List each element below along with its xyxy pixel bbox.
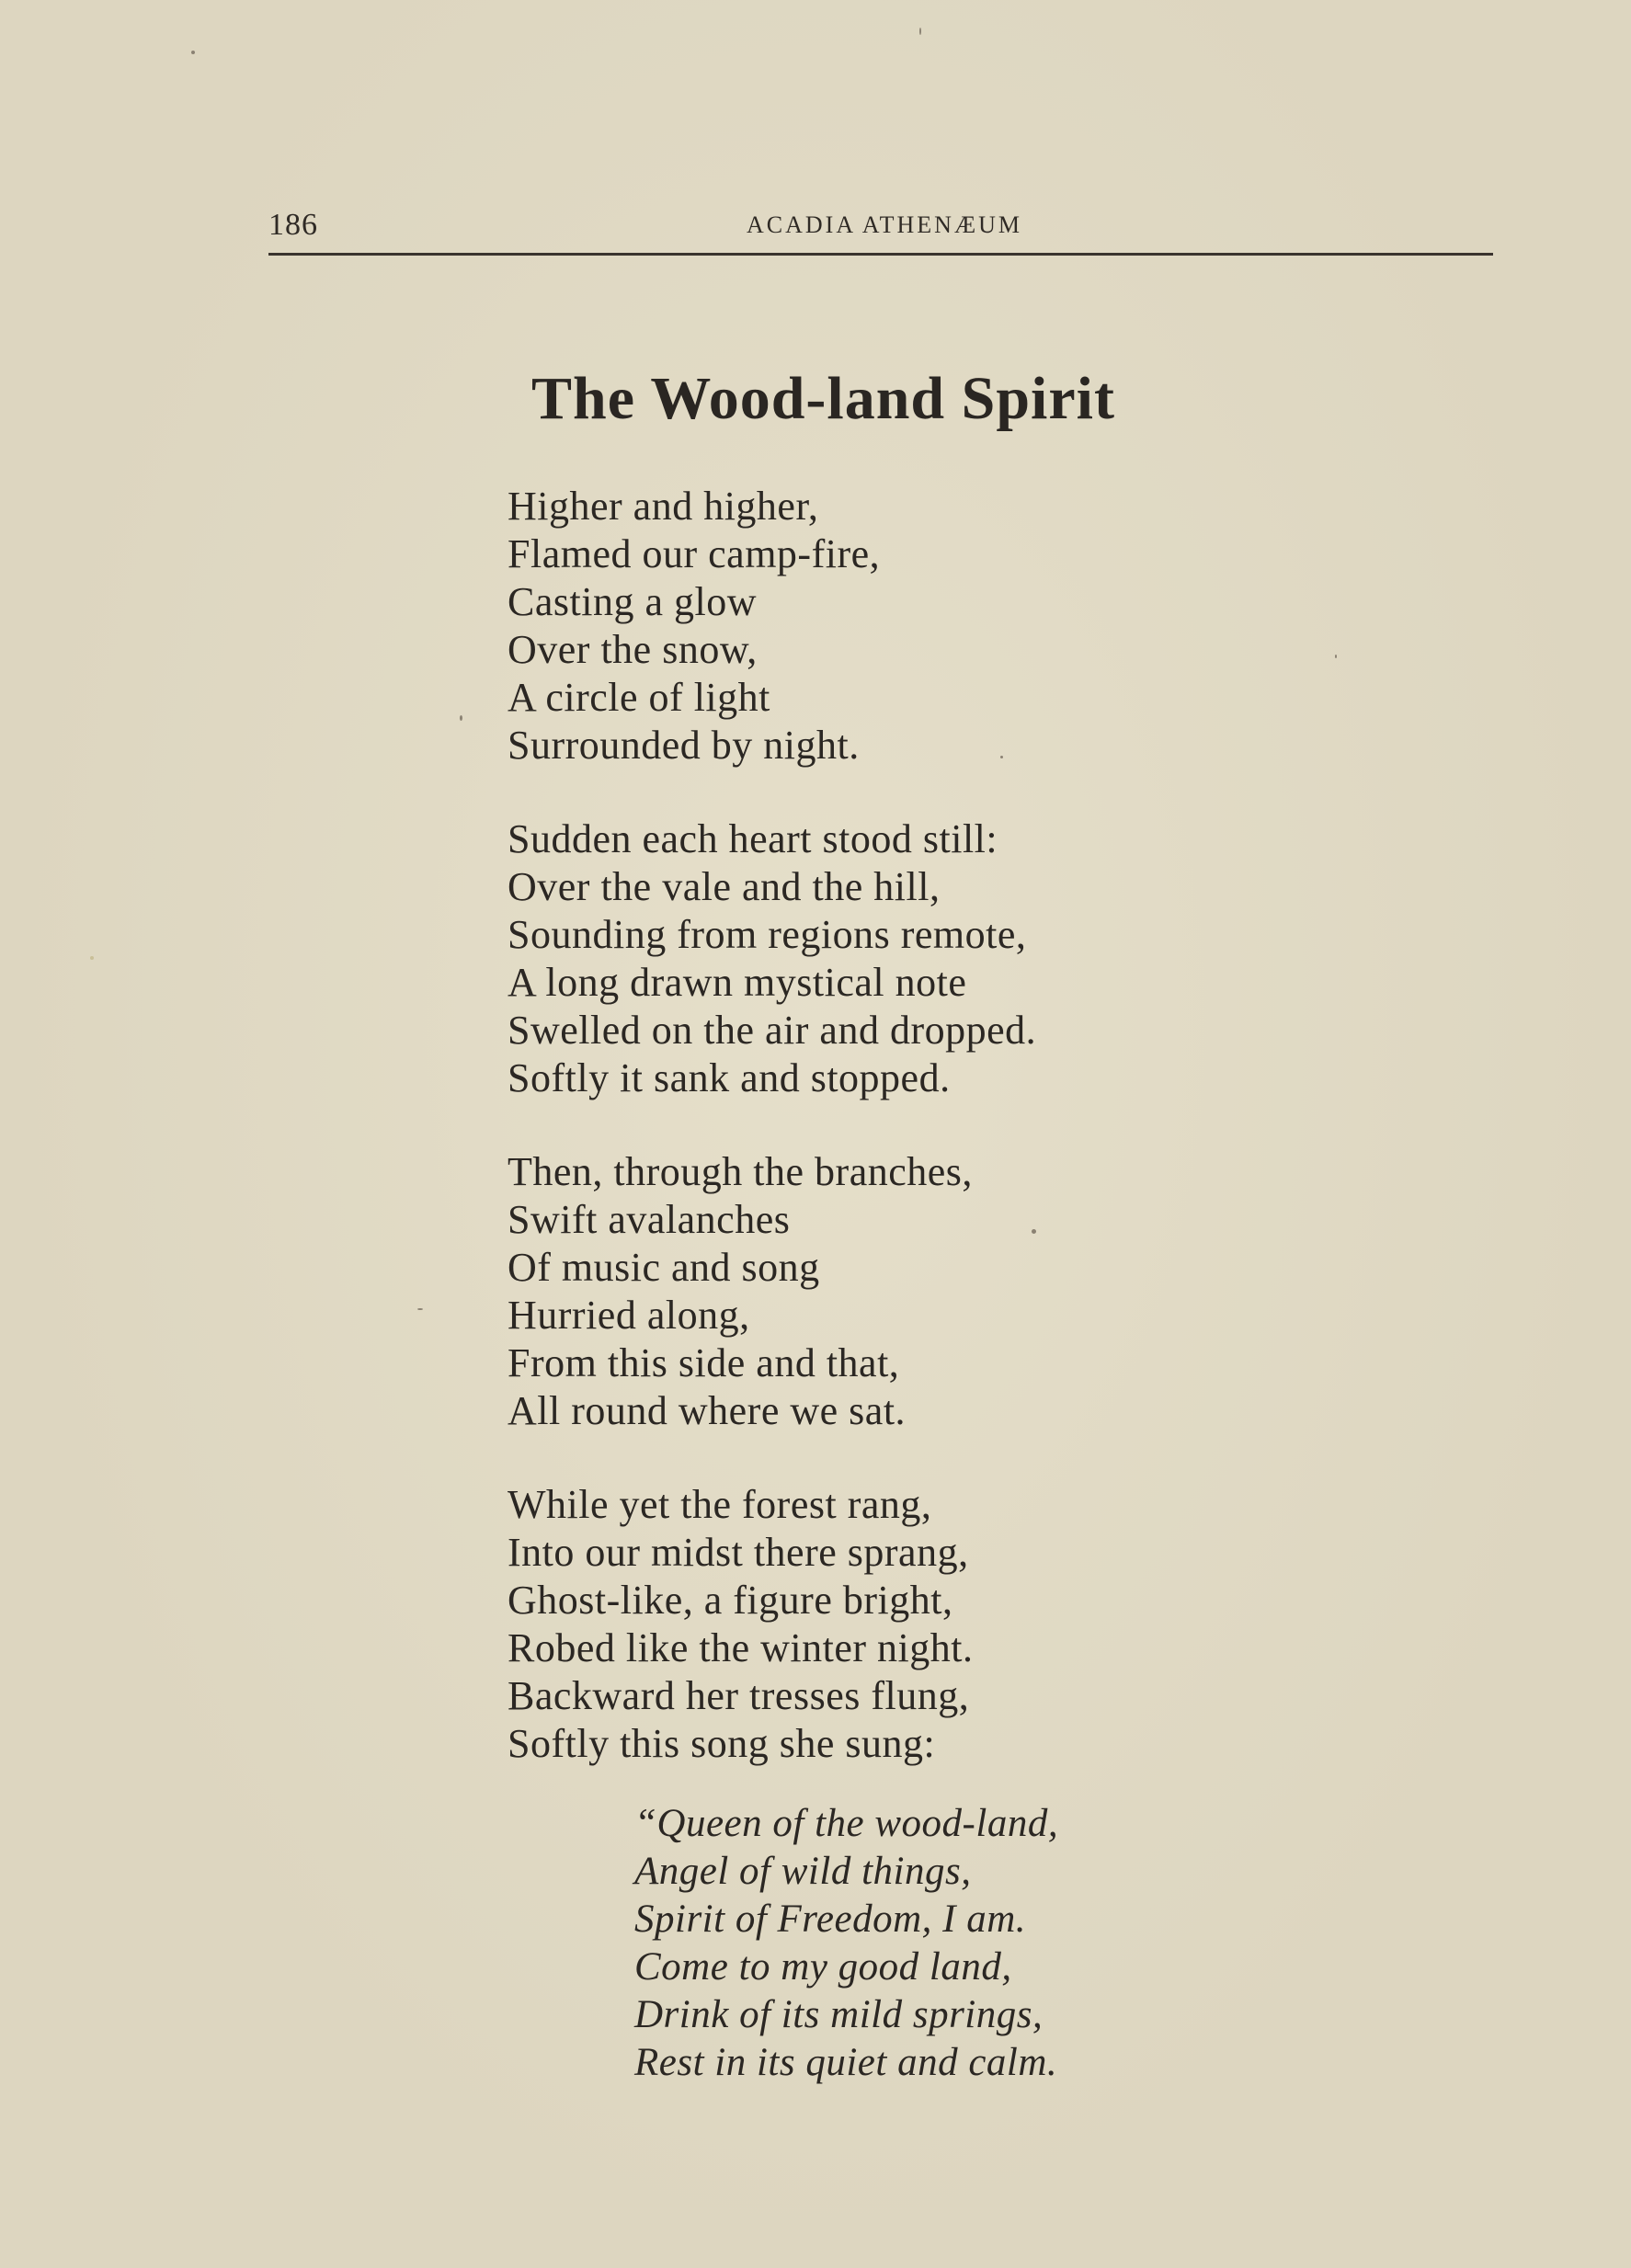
paper-speck <box>90 956 94 960</box>
song-line: Drink of its mild springs, <box>634 1993 1044 2036</box>
poem-line: Of music and song <box>508 1245 820 1290</box>
poem-line: Into our midst there sprang, <box>508 1530 969 1575</box>
poem-line: Higher and higher, <box>508 484 819 529</box>
paper-speck <box>919 28 921 35</box>
poem-line: A circle of light <box>508 675 770 720</box>
song-line: “Queen of the wood-land, <box>634 1802 1059 1845</box>
poem-line: Over the vale and the hill, <box>508 864 941 909</box>
poem-line: Ghost-like, a figure bright, <box>508 1578 953 1623</box>
poem-line: Swelled on the air and dropped. <box>508 1008 1037 1053</box>
paper-speck <box>460 715 462 721</box>
song-line: Come to my good land, <box>634 1945 1012 1989</box>
song-line: Rest in its quiet and calm. <box>634 2041 1058 2084</box>
paper-speck <box>191 51 195 54</box>
poem-line: Flamed our camp-fire, <box>508 531 881 576</box>
running-head: ACADIA ATHENÆUM <box>747 211 1022 238</box>
poem-line: Softly this song she sung: <box>508 1721 936 1766</box>
poem-line: Sounding from regions remote, <box>508 912 1027 957</box>
poem-line: Robed like the winter night. <box>508 1625 974 1670</box>
paper-speck <box>1335 655 1337 658</box>
poem-line: Swift avalanches <box>508 1197 791 1242</box>
poem-body <box>508 483 1243 1814</box>
poem-line: While yet the forest rang, <box>508 1482 932 1527</box>
song-line: Angel of wild things, <box>634 1850 972 1893</box>
stanza <box>508 1481 1243 1768</box>
poem-line: Backward her tresses flung, <box>508 1673 970 1718</box>
stanza <box>508 815 1243 1102</box>
song-stanza <box>634 1800 1278 2087</box>
poem-title: The Wood-land Spirit <box>531 365 1115 432</box>
paper-speck <box>1032 1229 1036 1234</box>
poem-line: All round where we sat. <box>508 1388 907 1433</box>
poem-line: Hurried along, <box>508 1293 750 1338</box>
poem-line: Softly it sank and stopped. <box>508 1055 951 1100</box>
page-header <box>268 204 1493 256</box>
poem-line: Sudden each heart stood still: <box>508 816 998 861</box>
song-line: Spirit of Freedom, I am. <box>634 1898 1027 1941</box>
poem-line: Casting a glow <box>508 579 757 624</box>
page-number: 186 <box>268 208 318 242</box>
stanza <box>508 1148 1243 1435</box>
paper-speck <box>1000 756 1003 758</box>
poem-line: Then, through the branches, <box>508 1149 973 1194</box>
poem-line: Over the snow, <box>508 627 758 672</box>
poem-line: Surrounded by night. <box>508 723 860 768</box>
poem-line: From this side and that, <box>508 1340 900 1385</box>
stanza <box>508 483 1243 769</box>
paper-speck <box>417 1308 423 1310</box>
poem-line: A long drawn mystical note <box>508 960 967 1005</box>
header-rule <box>268 253 1493 256</box>
